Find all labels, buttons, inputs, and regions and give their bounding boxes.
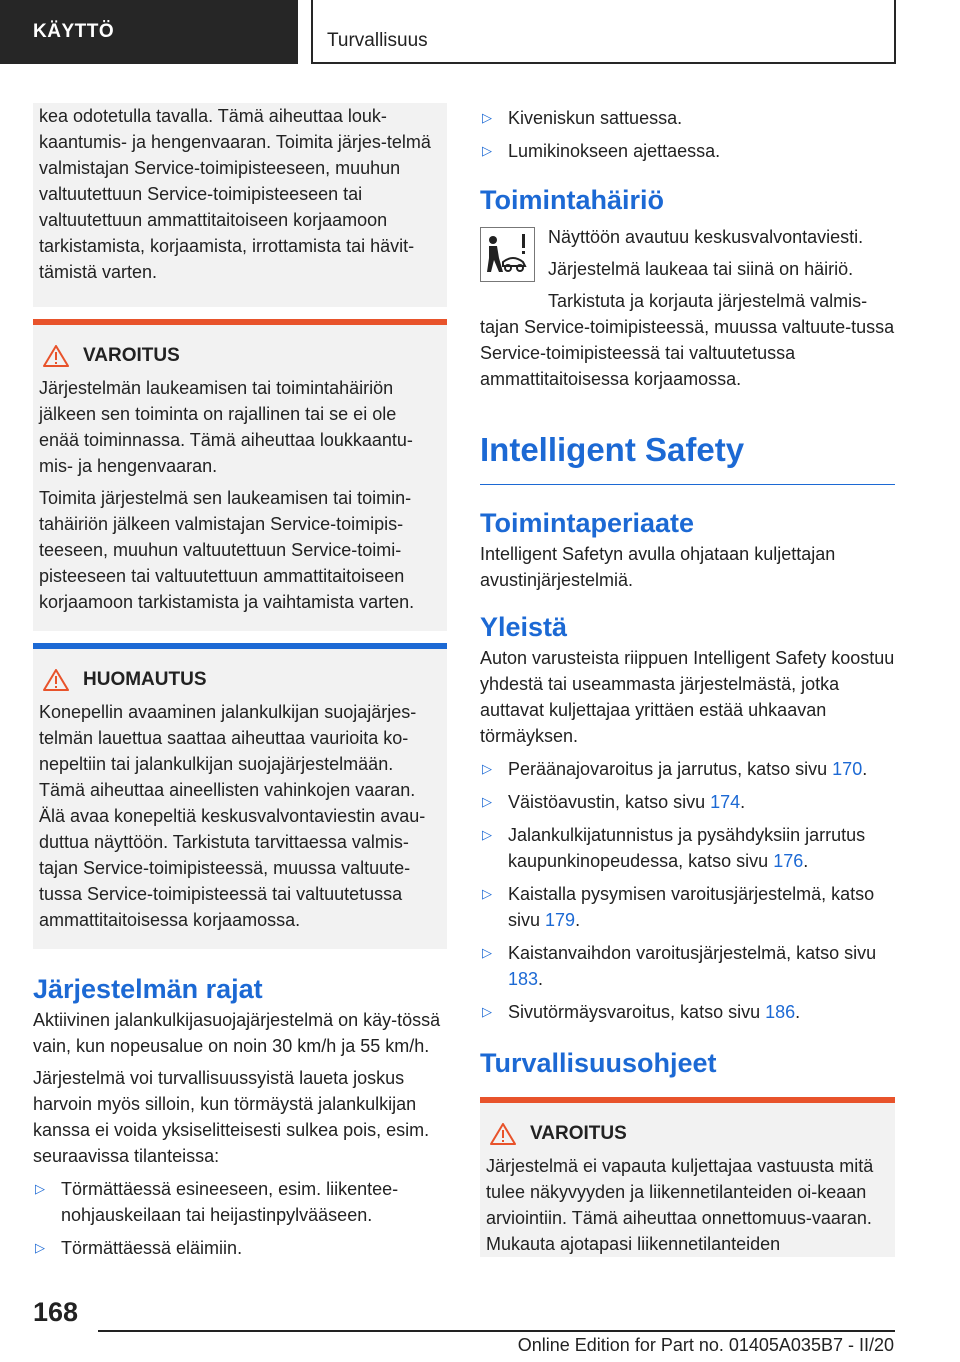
page-header xyxy=(0,0,960,66)
list-item: ▷ Sivutörmäysvaroitus, katso sivu 186. xyxy=(480,999,895,1025)
right-column xyxy=(480,100,895,1257)
limits-text-1: Aktiivinen jalankulkijasuojajärjestelmä on käy-tössä vain, kun nopeusalue on noin 30 km/h ja 55 km/h. xyxy=(33,1010,441,1056)
left-column xyxy=(33,103,447,1261)
limits-section xyxy=(33,973,447,1261)
triangle-bullet-icon: ▷ xyxy=(482,143,492,158)
pedestrian-fault-icon xyxy=(481,228,533,280)
list-item: ▷ Kiveniskun sattuessa. xyxy=(480,105,895,131)
pedestrian-warning-icon xyxy=(480,227,535,282)
list-item: ▷ Väistöavustin, katso sivu 174. xyxy=(480,789,895,815)
triangle-bullet-icon: ▷ xyxy=(482,827,492,842)
triangle-bullet-icon: ▷ xyxy=(482,794,492,809)
section-tab: KÄYTTÖ xyxy=(0,0,298,64)
safety-warning-text: Järjestelmä ei vapauta kuljettajaa vastuusta mitä tulee näkyvyyden ja liikennetilanteiden oi-keaan arviointiin. Tämä aiheuttaa onnettomuus-vaaran. Mukauta ajotapasi liikennetilanteiden xyxy=(486,1156,874,1254)
page-number: 168 xyxy=(33,1297,79,1327)
fault-line-2: Järjestelmä laukeaa tai siinä on häiriö. xyxy=(548,259,854,279)
list-item: ▷ Jalankulkijatunnistus ja pysähdyksiin jarrutus kaupunkinopeudessa, katso sivu 176. xyxy=(480,822,895,874)
warning-triangle-icon xyxy=(43,345,69,367)
triangle-bullet-icon: ▷ xyxy=(482,110,492,125)
fault-heading: Toimintahäiriö xyxy=(480,185,665,215)
intro-box xyxy=(33,103,447,307)
warning-title-text: VAROITUS xyxy=(83,345,180,366)
triangle-bullet-icon: ▷ xyxy=(482,761,492,776)
note-title xyxy=(39,669,441,691)
safety-warning-title-text: VAROITUS xyxy=(530,1123,627,1144)
list-item: ▷ Kaistanvaihdon varoitusjärjestelmä, katso sivu 183. xyxy=(480,940,895,992)
page-link[interactable]: 179 xyxy=(545,910,576,930)
list-item: ▷ Peräänajovaroitus ja jarrutus, katso sivu 170. xyxy=(480,756,895,782)
page-link[interactable]: 176 xyxy=(773,851,804,871)
warning-triangle-icon xyxy=(490,1123,516,1145)
triangle-bullet-icon: ▷ xyxy=(482,945,492,960)
note-text: Konepellin avaaminen jalankulkijan suojajärjes-telmän lauettua saattaa aiheuttaa vaurioita ko-nepeltiin tai jalankulkijan suojajärjestelmään. Tämä aiheuttaa aineellisten vahinkojen vaaran. Älä avaa konepeltiä keskusvalvontaviestin avau-duttua näyttöön. Tarkistuta tarvittaessa valmis-tajan Service-toimipisteessä, muussa valtuute-tussa Service-toimipisteessä tai valtuutetussa ammattitaitoisessa korjaamossa. xyxy=(39,702,426,930)
footer-divider xyxy=(98,1330,895,1332)
fault-line-1: Näyttöön avautuu keskusvalvontaviesti. xyxy=(548,227,864,247)
warning-title xyxy=(39,345,441,367)
systems-list xyxy=(480,756,895,1025)
list-item: ▷ Lumikinokseen ajettaessa. xyxy=(480,138,895,164)
triangle-bullet-icon: ▷ xyxy=(35,1181,45,1196)
list-item: ▷ Törmättäessä eläimiin. xyxy=(33,1235,447,1261)
situations-list xyxy=(480,105,895,164)
note-box xyxy=(33,643,447,949)
edition-text: Online Edition for Part no. 01405A035B7 - II/20 xyxy=(517,1335,894,1355)
warning-box xyxy=(33,319,447,631)
warning-triangle-icon xyxy=(43,669,69,691)
page-link[interactable]: 174 xyxy=(710,792,741,812)
fault-line-3: Tarkistuta ja korjauta järjestelmä valmis- xyxy=(548,291,868,311)
principle-text: Intelligent Safetyn avulla ohjataan kuljettajan avustinjärjestelmiä. xyxy=(480,544,836,590)
note-title-text: HUOMAUTUS xyxy=(83,669,207,690)
page-link[interactable]: 170 xyxy=(832,759,863,779)
safety-warning-box xyxy=(480,1097,895,1257)
list-item: ▷ Kaistalla pysymisen varoitusjärjestelmä, katso sivu 179. xyxy=(480,881,895,933)
safety-warning-title xyxy=(486,1123,889,1145)
general-heading: Yleistä xyxy=(480,612,568,642)
limits-heading: Järjestelmän rajat xyxy=(33,974,263,1004)
principle-heading: Toimintaperiaate xyxy=(480,508,695,538)
triangle-bullet-icon: ▷ xyxy=(482,886,492,901)
warning-text-1: Järjestelmän laukeamisen tai toimintahäiriön jälkeen sen toiminta on rajallinen tai se ei ole enää toiminnassa. Tämä aiheuttaa loukkaantu-mis- ja hengenvaaran. xyxy=(39,378,413,476)
list-item: ▷ Törmättäessä esineeseen, esim. liikentee-nohjauskeilaan tai heijastinpylvääseen. xyxy=(33,1176,447,1228)
fault-line-rest: tajan Service-toimipisteessä, muussa valtuute-tussa Service-toimipisteessä tai valtuutetussa ammattitaitoisessa korjaamossa. xyxy=(480,317,895,389)
chapter-title: Turvallisuus xyxy=(311,0,896,64)
intro-text: kea odotetulla tavalla. Tämä aiheuttaa louk-kaantumis- ja hengenvaaran. Toimita järjes-telmä valmistajan Service-toimipisteeseen, muuhun valtuutettuun Service-toimipisteeseen tai valtuutettuun ammattitaitoiseen korjaamoon tarkistamista, korjaamista, irrottamista tai hävit-tämistä varten. xyxy=(39,106,431,282)
intelligent-safety-title: Intelligent Safety xyxy=(480,428,895,485)
general-text: Auton varusteista riippuen Intelligent Safety koostuu yhdestä tai useammasta järjestelmästä, jotka auttavat kuljettajaa yrittäen estää uhkaavan törmäyksen. xyxy=(480,648,895,746)
warning-text-2: Toimita järjestelmä sen laukeamisen tai toimin-tahäiriön jälkeen valmistajan Service-toimipis-teeseen, muuhun valtuutettuun Service-toimi-pisteeseen tai valtuutettuun ammattitaitoiseen korjaamoon tarkistamista ja vaihtamista varten. xyxy=(39,488,415,612)
page-link[interactable]: 186 xyxy=(765,1002,796,1022)
triangle-bullet-icon: ▷ xyxy=(482,1004,492,1019)
fault-block xyxy=(480,224,895,392)
safety-heading: Turvallisuusohjeet xyxy=(480,1048,717,1078)
limits-text-2: Järjestelmä voi turvallisuussyistä laueta joskus harvoin myös silloin, kun törmäystä jalankulkijan kanssa ei voida yksiselitteisesti sulkea pois, esim. seuraavissa tilanteissa: xyxy=(33,1068,430,1166)
page-link[interactable]: 183 xyxy=(508,969,539,989)
limits-list xyxy=(33,1176,447,1261)
triangle-bullet-icon: ▷ xyxy=(35,1240,45,1255)
